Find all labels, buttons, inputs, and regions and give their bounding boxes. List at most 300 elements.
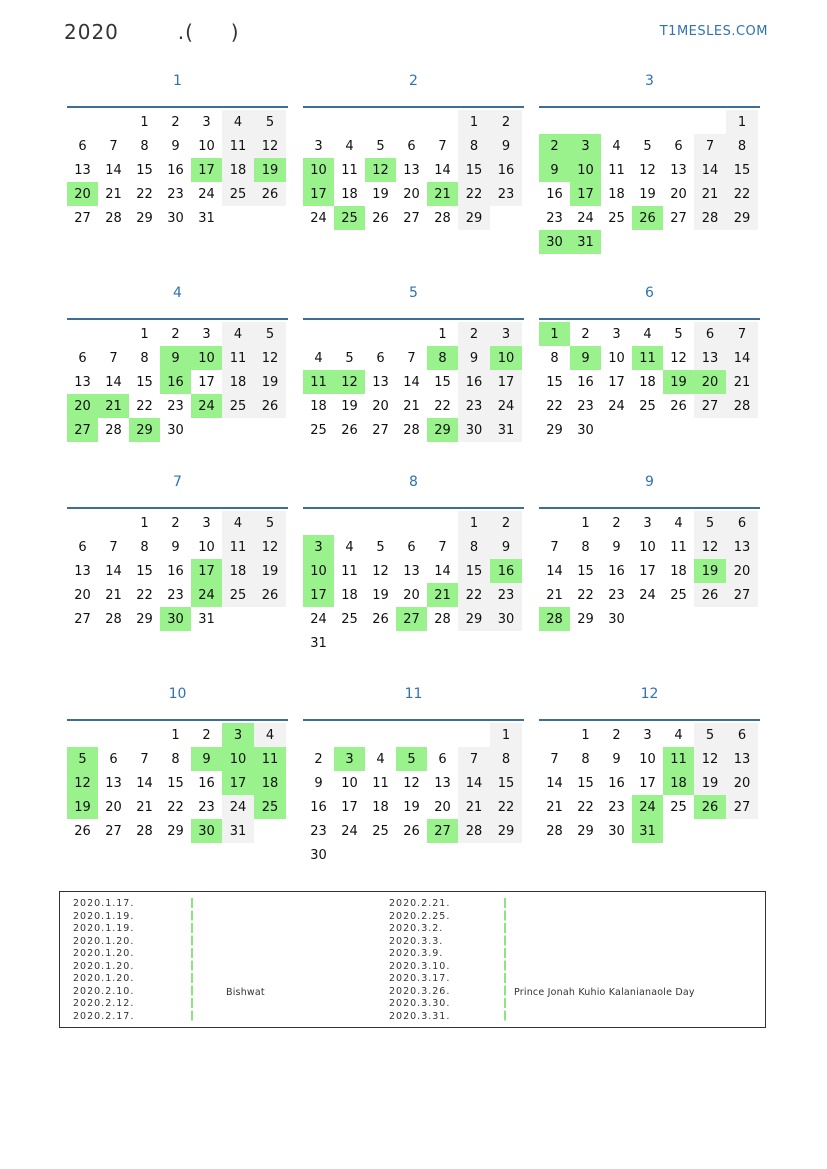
day-cell: 22 [136, 587, 153, 603]
day-cell: 16 [490, 158, 522, 182]
day-cell: 5 [643, 138, 652, 154]
empty-cell [334, 511, 365, 535]
day-cell: 5 [694, 511, 726, 535]
day-cell: 22 [167, 799, 184, 815]
month-rule [303, 106, 524, 108]
day-cell: 28 [726, 394, 758, 418]
empty-cell [67, 110, 98, 134]
day-cell: 18 [372, 799, 389, 815]
day-cell: 23 [198, 799, 215, 815]
day-cell: 18 [310, 398, 327, 414]
day-cell: 30 [167, 422, 184, 438]
empty-cell [570, 110, 601, 134]
empty-cell [67, 723, 98, 747]
day-cell: 25 [222, 394, 254, 418]
day-cell: 21 [694, 182, 726, 206]
day-cell: 5 [254, 511, 286, 535]
day-cell: 12 [670, 350, 687, 366]
day-cell: 16 [608, 775, 625, 791]
holiday-day-cell: 3 [222, 723, 254, 747]
day-cell: 28 [434, 210, 451, 226]
legend-date: 2020.1.20. [73, 973, 135, 984]
holiday-day-cell: 19 [67, 795, 98, 819]
day-cell: 8 [581, 751, 590, 767]
day-cell: 1 [458, 110, 490, 134]
day-cell: 1 [458, 511, 490, 535]
day-cell: 16 [546, 186, 563, 202]
day-cell: 17 [341, 799, 358, 815]
day-cell: 27 [670, 210, 687, 226]
legend-date: 2020.3.26. [389, 985, 451, 997]
day-cell: 13 [105, 775, 122, 791]
day-cell: 6 [407, 138, 416, 154]
holiday-legend [59, 891, 766, 1028]
month-grid [539, 110, 760, 254]
empty-cell [396, 110, 427, 134]
day-cell: 29 [726, 206, 758, 230]
month-title: 4 [173, 285, 182, 301]
day-cell: 11 [372, 775, 389, 791]
day-cell: 23 [310, 823, 327, 839]
day-cell: 15 [458, 559, 490, 583]
empty-cell [303, 511, 334, 535]
day-cell: 16 [167, 162, 184, 178]
day-cell: 21 [105, 587, 122, 603]
day-cell: 23 [546, 210, 563, 226]
month-rule [303, 719, 524, 721]
empty-cell [334, 723, 365, 747]
day-cell: 24 [639, 587, 656, 603]
empty-cell [98, 723, 129, 747]
holiday-day-cell: 27 [67, 418, 98, 442]
day-cell: 26 [670, 398, 687, 414]
holiday-day-cell: 11 [303, 370, 334, 394]
day-cell: 14 [434, 162, 451, 178]
day-cell: 16 [310, 799, 327, 815]
day-cell: 21 [403, 398, 420, 414]
day-cell: 13 [670, 162, 687, 178]
day-cell: 6 [78, 539, 87, 555]
day-cell: 3 [202, 114, 211, 130]
day-cell: 8 [140, 138, 149, 154]
day-cell: 2 [612, 727, 621, 743]
day-cell: 4 [376, 751, 385, 767]
month-title: 2 [409, 73, 418, 89]
holiday-day-cell: 21 [427, 583, 458, 607]
holiday-day-cell: 27 [396, 607, 427, 631]
day-cell: 12 [403, 775, 420, 791]
day-cell: 20 [403, 186, 420, 202]
day-cell: 14 [105, 162, 122, 178]
day-cell: 15 [136, 563, 153, 579]
day-cell: 23 [608, 587, 625, 603]
day-cell: 8 [171, 751, 180, 767]
day-cell: 25 [670, 587, 687, 603]
day-cell: 8 [458, 134, 490, 158]
holiday-day-cell: 17 [303, 583, 334, 607]
empty-cell [601, 110, 632, 134]
day-cell: 15 [577, 563, 594, 579]
day-cell: 20 [105, 799, 122, 815]
day-cell: 22 [136, 186, 153, 202]
holiday-day-cell: 9 [539, 158, 570, 182]
holiday-day-cell: 25 [334, 206, 365, 230]
day-cell: 5 [254, 322, 286, 346]
day-cell: 12 [372, 563, 389, 579]
day-cell: 29 [577, 611, 594, 627]
day-cell: 9 [458, 346, 490, 370]
page-title: 2020 .( ) [64, 20, 240, 44]
day-cell: 17 [639, 563, 656, 579]
day-cell: 10 [341, 775, 358, 791]
day-cell: 15 [546, 374, 563, 390]
holiday-day-cell: 29 [129, 418, 160, 442]
day-cell: 10 [639, 539, 656, 555]
day-cell: 14 [546, 775, 563, 791]
day-cell: 7 [407, 350, 416, 366]
day-cell: 20 [670, 186, 687, 202]
holiday-day-cell: 18 [254, 771, 286, 795]
holiday-day-cell: 31 [570, 230, 601, 254]
empty-cell [663, 110, 694, 134]
day-cell: 17 [490, 370, 522, 394]
day-cell: 22 [577, 799, 594, 815]
day-cell: 16 [608, 563, 625, 579]
holiday-day-cell: 11 [632, 346, 663, 370]
day-cell: 24 [310, 611, 327, 627]
day-cell: 21 [105, 186, 122, 202]
day-cell: 7 [438, 539, 447, 555]
day-cell: 4 [222, 322, 254, 346]
day-cell: 15 [458, 158, 490, 182]
day-cell: 24 [341, 823, 358, 839]
day-cell: 1 [171, 727, 180, 743]
holiday-day-cell: 20 [67, 182, 98, 206]
holiday-day-cell: 10 [303, 158, 334, 182]
day-cell: 5 [254, 110, 286, 134]
holiday-day-cell: 30 [160, 607, 191, 631]
day-cell: 26 [403, 823, 420, 839]
day-cell: 14 [458, 771, 490, 795]
day-cell: 12 [694, 535, 726, 559]
legend-date: 2020.2.21. [389, 898, 451, 909]
day-cell: 29 [458, 607, 490, 631]
day-cell: 31 [490, 418, 522, 442]
day-cell: 11 [341, 563, 358, 579]
day-cell: 28 [694, 206, 726, 230]
day-cell: 25 [608, 210, 625, 226]
day-cell: 26 [254, 182, 286, 206]
empty-cell [427, 110, 458, 134]
day-cell: 25 [341, 611, 358, 627]
day-cell: 24 [608, 398, 625, 414]
day-cell: 27 [372, 422, 389, 438]
empty-cell [396, 322, 427, 346]
day-cell: 19 [254, 559, 286, 583]
day-cell: 19 [254, 370, 286, 394]
legend-date: 2020.1.20. [73, 960, 135, 972]
day-cell: 22 [458, 583, 490, 607]
day-cell: 28 [105, 611, 122, 627]
day-cell: 13 [403, 162, 420, 178]
day-cell: 3 [643, 515, 652, 531]
holiday-day-cell: 28 [539, 607, 570, 631]
month-grid [67, 511, 288, 631]
day-cell: 7 [109, 350, 118, 366]
brand-logo-text: T1MESLES.COM [659, 24, 768, 39]
month-grid [67, 110, 288, 230]
month-grid [67, 723, 288, 843]
legend-date: 2020.1.19. [73, 910, 135, 922]
month-rule [67, 106, 288, 108]
day-cell: 9 [612, 751, 621, 767]
day-cell: 21 [458, 795, 490, 819]
day-cell: 26 [372, 210, 389, 226]
day-cell: 14 [726, 346, 758, 370]
holiday-day-cell: 31 [632, 819, 663, 843]
day-cell: 30 [608, 611, 625, 627]
empty-cell [98, 511, 129, 535]
day-cell: 30 [608, 823, 625, 839]
day-cell: 26 [74, 823, 91, 839]
day-cell: 1 [490, 723, 522, 747]
day-cell: 27 [726, 795, 758, 819]
month-grid [303, 511, 524, 655]
holiday-day-cell: 8 [427, 346, 458, 370]
empty-cell [539, 110, 570, 134]
day-cell: 22 [458, 182, 490, 206]
day-cell: 28 [546, 823, 563, 839]
month-title: 10 [168, 686, 187, 702]
day-cell: 19 [341, 398, 358, 414]
month-rule [67, 507, 288, 509]
day-cell: 26 [372, 611, 389, 627]
empty-cell [427, 723, 458, 747]
empty-cell [365, 511, 396, 535]
holiday-day-cell: 20 [694, 370, 726, 394]
month-title: 9 [645, 474, 654, 490]
day-cell: 11 [608, 162, 625, 178]
day-cell: 11 [341, 162, 358, 178]
day-cell: 24 [222, 795, 254, 819]
day-cell: 8 [458, 535, 490, 559]
day-cell: 27 [726, 583, 758, 607]
day-cell: 6 [674, 138, 683, 154]
day-cell: 17 [608, 374, 625, 390]
day-cell: 22 [726, 182, 758, 206]
day-cell: 23 [608, 799, 625, 815]
day-cell: 23 [458, 394, 490, 418]
holiday-day-cell: 19 [663, 370, 694, 394]
day-cell: 31 [198, 611, 215, 627]
empty-cell [365, 723, 396, 747]
day-cell: 20 [726, 559, 758, 583]
day-cell: 12 [694, 747, 726, 771]
holiday-day-cell: 2 [539, 134, 570, 158]
legend-date: 2020.1.20. [73, 948, 135, 959]
day-cell: 12 [254, 346, 286, 370]
day-cell: 27 [74, 210, 91, 226]
day-cell: 4 [345, 539, 354, 555]
day-cell: 16 [167, 563, 184, 579]
day-cell: 30 [167, 210, 184, 226]
day-cell: 25 [639, 398, 656, 414]
day-cell: 19 [372, 186, 389, 202]
holiday-day-cell: 18 [663, 771, 694, 795]
day-cell: 25 [670, 799, 687, 815]
day-cell: 6 [109, 751, 118, 767]
legend-right-dates [389, 898, 450, 1023]
day-cell: 3 [202, 326, 211, 342]
day-cell: 26 [254, 394, 286, 418]
day-cell: 28 [434, 611, 451, 627]
day-cell: 13 [372, 374, 389, 390]
empty-cell [632, 110, 663, 134]
day-cell: 15 [136, 374, 153, 390]
day-cell: 17 [639, 775, 656, 791]
month-title: 12 [640, 686, 659, 702]
day-cell: 3 [612, 326, 621, 342]
legend-date: 2020.2.25. [389, 910, 451, 922]
day-cell: 10 [608, 350, 625, 366]
day-cell: 25 [222, 182, 254, 206]
holiday-day-cell: 17 [191, 158, 222, 182]
month-rule [539, 719, 760, 721]
day-cell: 5 [694, 723, 726, 747]
holiday-day-cell: 1 [539, 322, 570, 346]
day-cell: 4 [222, 110, 254, 134]
day-cell: 6 [694, 322, 726, 346]
day-cell: 21 [726, 370, 758, 394]
day-cell: 9 [171, 539, 180, 555]
day-cell: 31 [222, 819, 254, 843]
day-cell: 18 [670, 563, 687, 579]
holiday-day-cell: 16 [490, 559, 522, 583]
holiday-day-cell: 10 [490, 346, 522, 370]
holiday-day-cell: 26 [632, 206, 663, 230]
day-cell: 12 [639, 162, 656, 178]
holiday-day-cell: 27 [427, 819, 458, 843]
empty-cell [396, 511, 427, 535]
day-cell: 30 [458, 418, 490, 442]
day-cell: 15 [167, 775, 184, 791]
month-rule [539, 507, 760, 509]
day-cell: 25 [310, 422, 327, 438]
month-rule [67, 318, 288, 320]
day-cell: 3 [490, 322, 522, 346]
day-cell: 20 [403, 587, 420, 603]
day-cell: 13 [694, 346, 726, 370]
day-cell: 5 [345, 350, 354, 366]
month-grid [303, 723, 524, 867]
day-cell: 18 [222, 370, 254, 394]
holiday-day-cell: 12 [365, 158, 396, 182]
holiday-day-cell: 24 [632, 795, 663, 819]
day-cell: 5 [376, 539, 385, 555]
day-cell: 26 [341, 422, 358, 438]
day-cell: 15 [490, 771, 522, 795]
day-cell: 2 [490, 110, 522, 134]
legend-right-name: Prince Jonah Kuhio Kalanianaole Day [514, 987, 695, 998]
month-title: 11 [404, 686, 423, 702]
day-cell: 5 [376, 138, 385, 154]
day-cell: 9 [490, 134, 522, 158]
day-cell: 30 [310, 847, 327, 863]
month-title: 1 [173, 73, 182, 89]
day-cell: 6 [726, 511, 758, 535]
holiday-day-cell: 24 [191, 394, 222, 418]
day-cell: 20 [372, 398, 389, 414]
legend-left-name: Bishwat [226, 987, 265, 998]
empty-cell [129, 723, 160, 747]
day-cell: 7 [458, 747, 490, 771]
legend-date: 2020.3.10. [389, 960, 451, 972]
day-cell: 12 [254, 134, 286, 158]
month-grid [67, 322, 288, 442]
day-cell: 2 [171, 515, 180, 531]
holiday-day-cell: 12 [67, 771, 98, 795]
day-cell: 9 [314, 775, 323, 791]
holiday-day-cell: 26 [694, 795, 726, 819]
empty-cell [98, 110, 129, 134]
day-cell: 8 [550, 350, 559, 366]
day-cell: 29 [577, 823, 594, 839]
day-cell: 14 [105, 374, 122, 390]
day-cell: 30 [577, 422, 594, 438]
day-cell: 23 [167, 398, 184, 414]
holiday-day-cell: 9 [570, 346, 601, 370]
day-cell: 14 [546, 563, 563, 579]
holiday-day-cell: 21 [98, 394, 129, 418]
day-cell: 18 [222, 559, 254, 583]
holiday-day-cell: 12 [334, 370, 365, 394]
day-cell: 25 [372, 823, 389, 839]
day-cell: 13 [74, 374, 91, 390]
empty-cell [334, 322, 365, 346]
month-grid [303, 110, 524, 230]
day-cell: 23 [167, 186, 184, 202]
legend-date: 2020.3.3. [389, 935, 444, 947]
legend-date: 2020.2.12. [73, 998, 135, 1009]
day-cell: 9 [490, 535, 522, 559]
empty-cell [67, 511, 98, 535]
empty-cell [458, 723, 490, 747]
day-cell: 21 [136, 799, 153, 815]
empty-cell [427, 511, 458, 535]
day-cell: 7 [726, 322, 758, 346]
holiday-day-cell: 30 [539, 230, 570, 254]
day-cell: 8 [490, 747, 522, 771]
holiday-day-cell: 10 [570, 158, 601, 182]
holiday-day-cell: 11 [663, 747, 694, 771]
day-cell: 14 [136, 775, 153, 791]
day-cell: 1 [140, 515, 149, 531]
day-cell: 7 [438, 138, 447, 154]
day-cell: 12 [254, 535, 286, 559]
day-cell: 2 [581, 326, 590, 342]
day-cell: 28 [458, 819, 490, 843]
month-grid [303, 322, 524, 442]
holiday-day-cell: 10 [303, 559, 334, 583]
month-rule [303, 318, 524, 320]
day-cell: 3 [643, 727, 652, 743]
day-cell: 4 [254, 723, 286, 747]
day-cell: 2 [490, 511, 522, 535]
month-title: 6 [645, 285, 654, 301]
month-title: 7 [173, 474, 182, 490]
holiday-day-cell: 29 [427, 418, 458, 442]
legend-date: 2020.3.2. [389, 923, 444, 934]
